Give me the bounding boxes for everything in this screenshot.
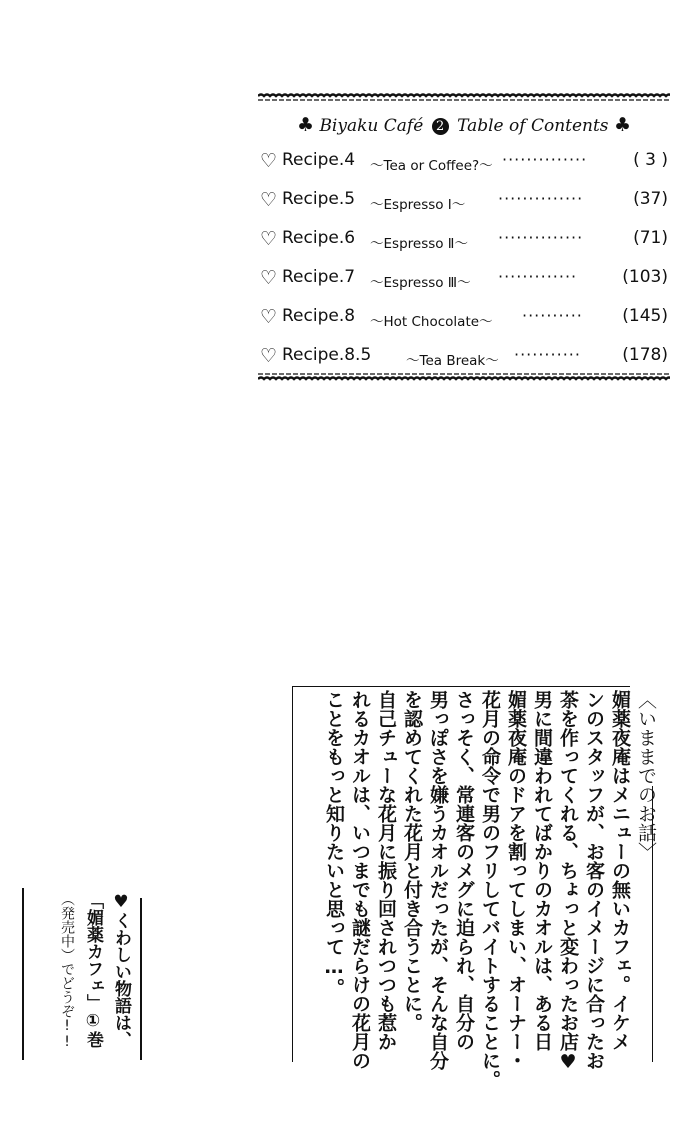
toc-entry <box>260 265 668 293</box>
summary-line: ンのスタッフが、お客のイメージに合ったお <box>583 690 605 1070</box>
toc-series-title: Biyaku Café <box>319 116 424 136</box>
toc-entry <box>260 226 668 254</box>
summary-frame-top <box>292 686 630 687</box>
summary-line: 媚薬夜庵のドアを割ってしまい、オーナー・ <box>505 690 527 1070</box>
recipe-number: Recipe.4 <box>282 150 356 170</box>
toc-entry <box>260 187 668 215</box>
heart-outline-icon: ♡ <box>260 189 278 211</box>
summary-line: 茶を作ってくれる、ちょっと変わったお店♥ <box>557 690 579 1073</box>
page-number: (37) <box>633 189 668 209</box>
recipe-subtitle: 〜Hot Chocolate〜 <box>370 314 493 330</box>
note-line: （発売中）でどうぞ!! <box>59 892 75 1050</box>
club-icon: ♣ <box>613 114 631 136</box>
heart-outline-icon: ♡ <box>260 150 278 172</box>
leader-dots: ·············· <box>498 228 584 247</box>
toc-entry <box>260 304 668 332</box>
note-line: ♥くわしい物語は、 <box>111 892 131 1048</box>
heart-outline-icon: ♡ <box>260 267 278 289</box>
note-border-left <box>22 888 24 1060</box>
leader-dots: ·········· <box>522 306 583 325</box>
heart-outline-icon: ♡ <box>260 345 278 367</box>
wavy-border-top <box>258 92 670 102</box>
story-summary <box>292 686 670 1089</box>
volume-one-note <box>22 888 144 1060</box>
heart-outline-icon: ♡ <box>260 306 278 328</box>
page-number: (178) <box>622 345 668 365</box>
summary-frame-left <box>292 686 293 1062</box>
recipe-subtitle: 〜Espresso Ⅰ〜 <box>370 197 466 213</box>
summary-line: を認めてくれた花月と付き合うことに。 <box>401 690 423 1032</box>
recipe-subtitle: 〜Espresso Ⅲ〜 <box>370 275 471 291</box>
summary-line: 媚薬夜庵はメニューの無いカフェ。イケメ <box>609 690 631 1051</box>
recipe-number: Recipe.5 <box>282 189 356 209</box>
toc-entry <box>260 148 668 176</box>
recipe-number: Recipe.8 <box>282 306 356 326</box>
leader-dots: ··········· <box>514 345 581 364</box>
summary-line: さっそく、常連客のメグに迫られ、自分の <box>453 690 475 1051</box>
leader-dots: ············· <box>498 267 578 286</box>
summary-line: ことをもっと知りたいと思って…。 <box>323 690 345 997</box>
toc-title <box>258 114 670 136</box>
summary-line: 男っぽさを嫌うカオルだったが、そんな自分 <box>427 690 449 1070</box>
club-icon: ♣ <box>296 114 315 136</box>
recipe-number: Recipe.8.5 <box>282 345 372 365</box>
wavy-border-bottom <box>258 372 670 382</box>
summary-heading: 〈いままでのお話〉 <box>635 690 657 861</box>
page-number: ( 3 ) <box>633 150 668 170</box>
page-number: (145) <box>622 306 668 326</box>
note-border-right <box>140 898 142 1060</box>
note-line: 「媚薬カフェ」①巻 <box>83 892 103 1048</box>
recipe-subtitle: 〜Tea Break〜 <box>406 353 499 369</box>
volume-number: 2 <box>432 118 449 135</box>
table-of-contents <box>258 92 670 392</box>
recipe-subtitle: 〜Espresso Ⅱ〜 <box>370 236 468 252</box>
summary-line: 男に間違われてばかりのカオルは、ある日 <box>531 690 553 1051</box>
leader-dots: ·············· <box>502 150 588 169</box>
leader-dots: ·············· <box>498 189 584 208</box>
recipe-number: Recipe.7 <box>282 267 356 287</box>
summary-line: 自己チューな花月に振り回されつつも惹か <box>375 690 397 1051</box>
summary-line: れるカオルは、いつまでも謎だらけの花月の <box>349 690 371 1070</box>
heart-outline-icon: ♡ <box>260 228 278 250</box>
recipe-subtitle: 〜Tea or Coffee?〜 <box>370 158 493 174</box>
page-number: (103) <box>622 267 668 287</box>
recipe-number: Recipe.6 <box>282 228 356 248</box>
summary-line: 花月の命令で男のフリしてバイトすることに。 <box>479 690 501 1089</box>
toc-entry <box>260 343 668 371</box>
toc-title-suffix: Table of Contents <box>457 116 609 136</box>
page-number: (71) <box>633 228 668 248</box>
